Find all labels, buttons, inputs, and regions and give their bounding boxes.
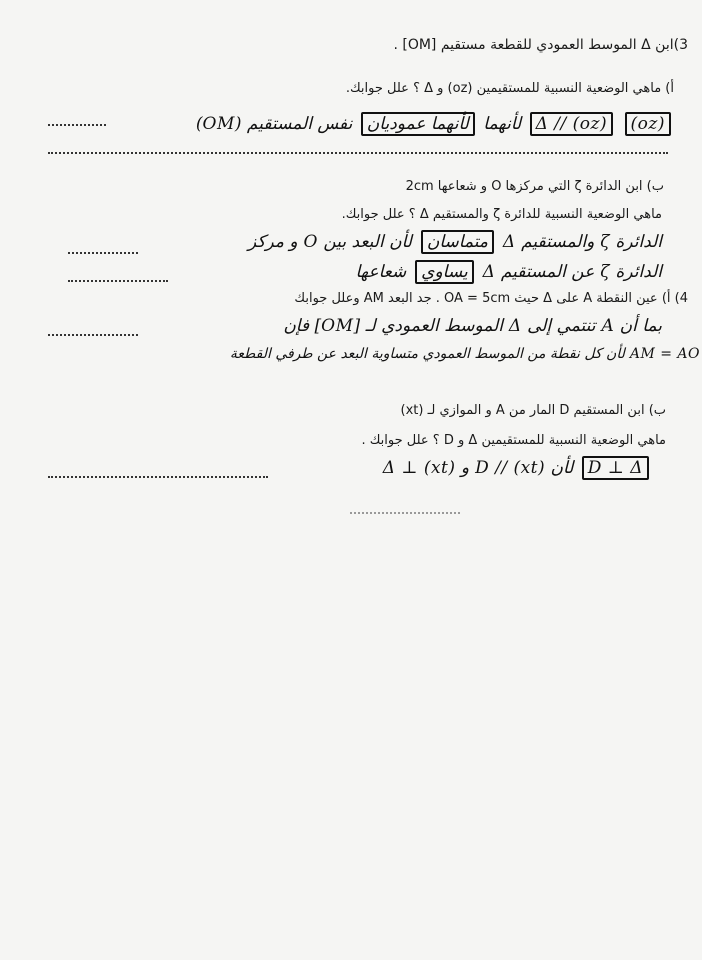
- q3a-box-parallel: Δ // (oz): [530, 112, 614, 136]
- answer-line: [48, 476, 268, 478]
- q3a-box-perpendicular: لأنهما عموديان: [361, 112, 475, 136]
- q3b-box-tangent: متماسان: [421, 230, 494, 254]
- q3a-text-same-line: نفس المستقيم (OM): [195, 114, 353, 134]
- q4a-answer-2: AM = AO لأن كل نقطة من الموسط العمودي متساوية البعد عن طرفي القطعة: [229, 346, 700, 362]
- answer-line: [48, 152, 668, 154]
- q3a-text: لأنهما: [483, 114, 522, 134]
- q3b-prompt-2: ماهي الوضعية النسبية للدائرة ζ والمستقيم Δ ؟ علل جوابك.: [341, 207, 662, 222]
- answer-line: [48, 124, 106, 126]
- q3b-answer-1: [248, 230, 662, 254]
- q4a-prompt: 4) أ) عين النقطة A على Δ حيث OA = 5cm . جد البعد AM وعلل جوابك: [294, 291, 688, 306]
- q4b-prompt-1: ب) ابن المستقيم D المار من A و الموازي لـ (xt): [400, 403, 666, 418]
- q3b-answer-1-after: لأن البعد بين O و مركز: [248, 232, 412, 252]
- q3a-answer: [104, 112, 674, 136]
- q3b-answer-2-before: الدائرة ζ عن المستقيم Δ: [482, 262, 662, 282]
- q4b-prompt-2: ماهي الوضعية النسبية للمستقيمين Δ و D ؟ علل جوابك .: [361, 433, 666, 448]
- answer-line: [68, 252, 138, 254]
- q3-header: 3)ابن Δ الموسط العمودي للقطعة مستقيم [OM] .: [393, 37, 688, 53]
- faded-dotted-line: [350, 506, 460, 514]
- q4a-answer-1: بما أن A تنتمي إلى Δ الموسط العمودي لـ [OM] فإن: [283, 316, 662, 336]
- q3b-answer-2: [355, 260, 662, 284]
- q3b-box-equal: يساوي: [415, 260, 474, 284]
- q4b-answer: [383, 456, 652, 480]
- q4b-box-perpendicular: D ⊥ Δ: [582, 456, 649, 480]
- q3b-answer-2-after: شعاعها: [355, 262, 407, 282]
- q3b-prompt-1: ب) ابن الدائرة ζ التي مركزها O و شعاعها 2cm: [405, 179, 664, 194]
- answer-line: [68, 280, 168, 282]
- answer-line: [48, 334, 138, 336]
- q3b-answer-1-before: الدائرة ζ والمستقيم Δ: [502, 232, 662, 252]
- q4b-answer-text: لأن D // (xt) و Δ ⊥ (xt): [382, 458, 574, 478]
- q3a-prompt: أ) ماهي الوضعية النسبية للمستقيمين (oz) و Δ ؟ علل جوابك.: [345, 81, 674, 96]
- q3a-box-oz: (oz): [625, 112, 671, 136]
